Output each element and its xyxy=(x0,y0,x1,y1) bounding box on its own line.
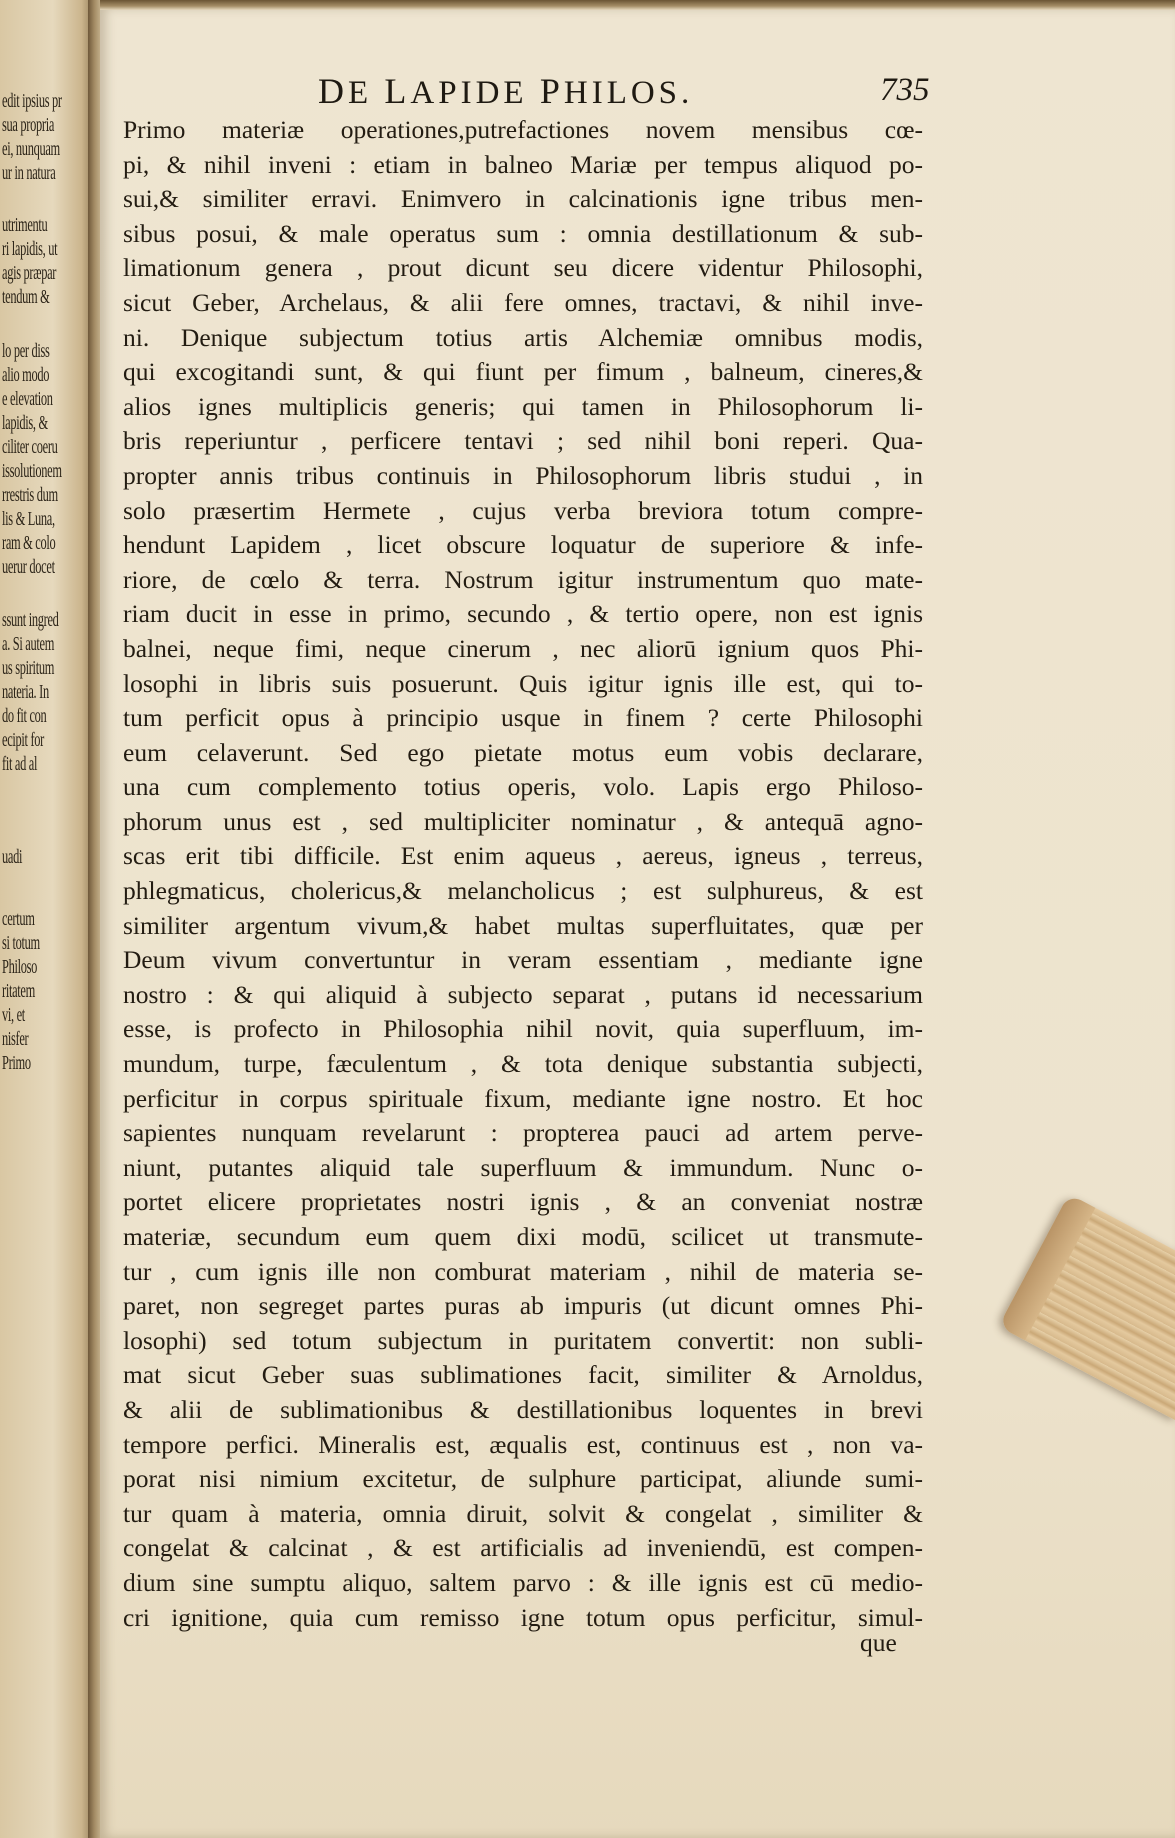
text-line: sui,& similiter erravi. Enimvero in calcinationis igne tribus men- xyxy=(123,184,923,214)
text-line: tur , cum ignis ille non comburat materiam , nihil de materia se- xyxy=(123,1256,923,1286)
running-head: DE LAPIDE PHILOS. xyxy=(318,71,694,111)
left-page-fragment: nateria. In xyxy=(2,681,49,703)
page-number: 735 xyxy=(880,72,930,108)
text-line: materiæ, secundum eum quem dixi modū, scilicet ut transmute- xyxy=(123,1222,923,1251)
text-line: perficitur in corpus spirituale fixum, mediante igne nostro. Et hoc xyxy=(123,1083,923,1113)
text-line: eum celaverunt. Sed ego pietate motus eum vobis declarare, xyxy=(123,737,923,767)
left-page-fragment: ur in natura xyxy=(2,162,56,184)
text-line: ni. Denique subjectum totius artis Alchemiæ omnibus modis, xyxy=(123,322,923,352)
text-line: alios ignes multiplicis generis; qui tamen in Philosophorum li- xyxy=(123,391,923,421)
left-page-fragment: utrimentu xyxy=(2,214,48,236)
text-line: Deum vivum convertuntur in veram essentiam , mediante igne xyxy=(123,945,923,975)
text-line: esse, is profecto in Philosophia nihil novit, quia superfluum, im- xyxy=(123,1014,923,1044)
text-line: scas erit tibi difficile. Est enim aqueus , aereus, igneus , terreus, xyxy=(123,841,923,871)
text-line: hendunt Lapidem , licet obscure loquatur de superiore & infe- xyxy=(123,530,923,560)
text-line: mat sicut Geber suas sublimationes facit, similiter & Arnoldus, xyxy=(123,1360,923,1390)
page-top-edge xyxy=(100,0,1175,10)
left-page-fragment: ritatem xyxy=(2,980,35,1002)
left-page-fragment: lis & Luna, xyxy=(2,508,55,530)
left-page-fragment: fit ad al xyxy=(2,753,38,775)
left-page-fragment: certum xyxy=(2,908,35,930)
left-page-fragment: uerur docet xyxy=(2,556,55,578)
text-line: qui excogitandi sunt, & qui fiunt per fimum , balneum, cineres,& xyxy=(123,357,923,387)
text-line: Primo materiæ operationes,putrefactiones novem mensibus cœ- xyxy=(123,115,923,144)
left-page-fragment: lapidis, & xyxy=(2,412,48,434)
text-line: portet elicere proprietates nostri ignis , & an conveniat nostræ xyxy=(123,1187,923,1217)
left-page-fragment: vi, et xyxy=(2,1004,25,1026)
left-page-fragment: issolutionem xyxy=(2,460,62,482)
left-page-fragment: e elevation xyxy=(2,388,53,410)
text-line: cri ignitione, quia cum remisso igne totum opus perficitur, simul- xyxy=(123,1602,923,1632)
left-page xyxy=(0,0,96,1838)
left-page-fragment: ei, nunquam xyxy=(2,138,60,160)
left-page-fragment: ri lapidis, ut xyxy=(2,238,58,260)
text-line: nostro : & qui aliquid à subjecto separat , putans id necessarium xyxy=(123,979,923,1009)
text-line: una cum complemento totius operis, volo. Lapis ergo Philoso- xyxy=(123,772,923,802)
text-line: limationum genera , prout dicunt seu dicere videntur Philosophi, xyxy=(123,253,923,283)
text-line: tum perficit opus à principio usque in finem ? certe Philosophi xyxy=(123,703,923,733)
left-page-fragment: ram & colo xyxy=(2,532,56,554)
text-line: sapientes nunquam revelarunt : propterea pauci ad artem perve- xyxy=(123,1118,923,1148)
text-line: tempore perfici. Mineralis est, æqualis est, continuus est , non va- xyxy=(123,1429,923,1459)
left-page-fragment: sua propria xyxy=(2,114,55,136)
left-page-fragment: alio modo xyxy=(2,364,50,386)
left-page-fragment: edit ipsius pr xyxy=(2,90,62,112)
text-line: similiter argentum vivum,& habet multas superfluitates, quæ per xyxy=(123,910,923,940)
left-page-fragment: ecipit for xyxy=(2,729,45,751)
text-line: losophi in libris suis posuerunt. Quis igitur ignis ille est, qui to- xyxy=(123,668,923,698)
text-line: niunt, putantes aliquid tale superfluum & immundum. Nunc o- xyxy=(123,1152,923,1182)
left-page-fragment: do fit con xyxy=(2,705,47,727)
text-line: & alii de sublimationibus & destillationibus loquentes in brevi xyxy=(123,1394,923,1424)
left-page-fragment: si totum xyxy=(2,932,40,954)
left-page-fragment: nisfer xyxy=(2,1028,29,1050)
left-page-fragment: agis præpar xyxy=(2,262,57,284)
left-page-fragment: rrestris dum xyxy=(2,484,58,506)
text-line: mundum, turpe, fæculentum , & tota denique substantia subjecti, xyxy=(123,1049,923,1079)
left-page-fragment: us spiritum xyxy=(2,657,55,679)
text-line: tur quam à materia, omnia diruit, solvit & congelat , similiter & xyxy=(123,1498,923,1528)
left-page-fragment: ssunt ingred xyxy=(2,609,59,631)
text-line: balnei, neque fimi, neque cinerum , nec aliorū ignium quos Phi- xyxy=(123,633,923,663)
text-line: phlegmaticus, cholericus,& melancholicus ; est sulphureus, & est xyxy=(123,876,923,906)
text-line: solo præsertim Hermete , cujus verba breviora totum compre- xyxy=(123,495,923,525)
left-page-fragment: ciliter coeru xyxy=(2,436,58,458)
left-page-fragment: lo per diss xyxy=(2,340,50,362)
text-line: porat nisi nimium excitetur, de sulphure participat, aliunde sumi- xyxy=(123,1464,923,1494)
text-line: sicut Geber, Archelaus, & alii fere omnes, tractavi, & nihil inve- xyxy=(123,287,923,317)
text-line: dium sine sumptu aliquo, saltem parvo : & ille ignis est cū medio- xyxy=(123,1567,923,1597)
text-line: paret, non segreget partes puras ab impuris (ut dicunt omnes Phi- xyxy=(123,1291,923,1321)
left-page-fragment: Philoso xyxy=(2,956,38,978)
text-line: sibus posui, & male operatus sum : omnia destillationum & sub- xyxy=(123,218,923,248)
left-page-fragment: Primo xyxy=(2,1052,31,1074)
text-line: riam ducit in esse in primo, secundo , & tertio opere, non est ignis xyxy=(123,599,923,629)
text-line: losophi) sed totum subjectum in puritatem convertit: non subli- xyxy=(123,1325,923,1355)
left-page-fragment: tendum & xyxy=(2,286,50,308)
text-line: phorum unus est , sed multipliciter nominatur , & antequā agno- xyxy=(123,806,923,836)
text-line: bris reperiuntur , perficere tentavi ; sed nihil boni reperi. Qua- xyxy=(123,426,923,456)
left-page-fragment: uadi xyxy=(2,846,23,868)
text-line: propter annis tribus continuis in Philosophorum libris studui , in xyxy=(123,460,923,490)
text-line: riore, de cœlo & terra. Nostrum igitur instrumentum quo mate- xyxy=(123,564,923,594)
text-line: congelat & calcinat , & est artificialis ad inveniendū, est compen- xyxy=(123,1533,923,1563)
catchword: que xyxy=(860,1628,897,1657)
text-line: pi, & nihil inveni : etiam in balneo Mariæ per tempus aliquod po- xyxy=(123,149,923,179)
body-text xyxy=(123,113,923,1635)
left-page-fragment: a. Si autem xyxy=(2,633,55,655)
